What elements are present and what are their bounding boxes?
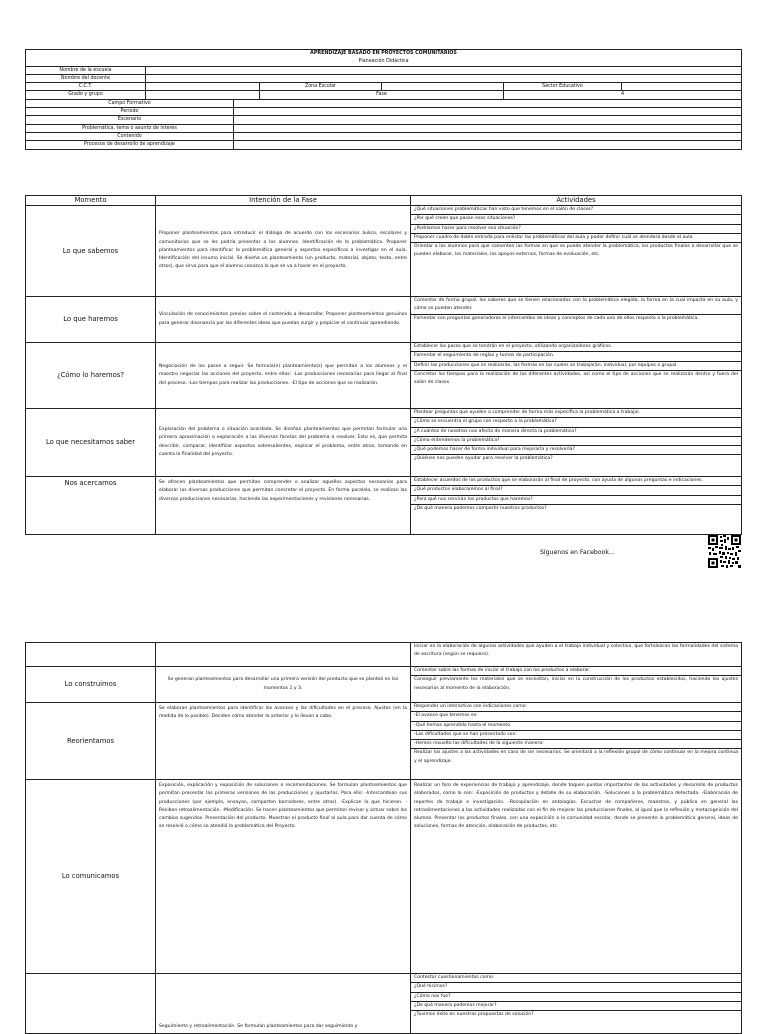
actividades-cell bbox=[411, 667, 742, 703]
intencion-cell: Negociación de los pasos a seguir. Se formula(n) planteamiento(s) que permitan a los alumnos y el maestro negociar las acciones del proyecto, entre ellas: -Las producciones necesarias para llegar al final del proceso. -Los tiempos para realizar las producciones. -El tipo de acciones que se realizarán. bbox=[156, 343, 411, 409]
table-row bbox=[26, 206, 742, 297]
label-zona: Zona Escolar bbox=[260, 83, 382, 91]
table-row bbox=[26, 343, 742, 409]
actividad-item: ¿Para qué nos servirán los productos que haremos? bbox=[411, 496, 741, 505]
label-escenario: Escenario bbox=[26, 116, 234, 124]
actividades-cell bbox=[411, 343, 742, 409]
row-docente bbox=[26, 74, 742, 82]
actividad-item: ¿Por qué creen que pasan esas situaciones? bbox=[411, 215, 741, 224]
intencion-cell: Se elaboran planteamientos para identificar los avances y las dificultades en el proceso. Ajustes (en la medida de lo posible). Deciden cómo atender lo anterior y lo llevan a cabo. bbox=[156, 703, 411, 780]
table-row bbox=[26, 703, 742, 780]
intencion-cell: Exposición, explicación y exposición de soluciones o recomendaciones. Se formulan planteamientos que permitan presentar las primeras versiones de las producciones y ajustarlas. Para ello: -Intercambian sus producciones (por ejemplo, ensayan, comparten borradores, entre otros). -Explican lo que hicieron. -Reciben retroalimentación. -Modificación. Se hacen planteamientos que permitan revisar y actuar sobre los cambios sugeridos. Presentación del producto. Muestran el producto final al aula para dar cuenta de cómo se resolvió o cómo se atendió la problemática del Proyecto. bbox=[156, 780, 411, 974]
actividad-item: -Hemos resuelto las dificultades de la siguiente manera: bbox=[411, 740, 741, 749]
actividades-cell bbox=[411, 409, 742, 477]
row-campo bbox=[26, 99, 742, 107]
actividades-cell: Realizar un foro de experiencias de trabajo y aprendizaje, donde toquen puntos importantes de las actividades y desarrollo de productos elaborados, como lo son: -Exposición de productos y detalle de su elaboración. -Soluciones a la problemática detectada. -Elaboración de reportes de trabajo e investigación. -Recopilación en antologías. Escuchar de compañeros, maestros, y público en general las retroalimentaciones a las actividades realizadas con el fin de mejorar las producciones finales, al igual que la reflexión y metacognición del alumno. Presentar los productos finales, con una exposición a la comunidad escolar, donde se presente la problemática general, ideas de soluciones, formas de atención, elaboración de productos, etc. bbox=[411, 780, 742, 974]
actividad-item: Plantear preguntas que ayuden a comprender de forma más específica la problemática a trabajar. bbox=[411, 409, 741, 418]
actividad-item: Establecer los pasos que se tendrán en el proyecto, utilizando organizadores gráficos. bbox=[411, 343, 741, 352]
row-contenido bbox=[26, 132, 742, 140]
actividad-item: ¿Qué podemos hacer de forma individual para mejorarla y resolverla? bbox=[411, 446, 741, 455]
actividad-item: Responder un interactivo con indicaciones como: bbox=[411, 703, 741, 712]
actividad-item: ¿Tuvimos éxito en nuestras propuestas de solución? bbox=[414, 1012, 534, 1018]
header-table bbox=[25, 49, 742, 150]
actividades-cell bbox=[411, 206, 742, 297]
actividad-item: Fomentar con preguntas generadoras el intercambio de ideas y conceptos de cada uno de ellos respecto a la problemática. bbox=[414, 315, 699, 321]
intencion-cell bbox=[156, 643, 411, 667]
actividad-item: Fomentar el seguimiento de reglas y turnos de participación. bbox=[411, 352, 741, 361]
intencion-cell: Se generan planteamientos para desarrollar una primera versión del producto que se planteó en los momentos 1 y 3. bbox=[156, 667, 411, 703]
intencion-cell: Seguimiento y retroalimentación. Se formulan planteamientos para dar seguimiento y bbox=[156, 974, 411, 1034]
col-momento: Momento bbox=[26, 196, 156, 206]
momento-cell: Lo que necesitamos saber bbox=[26, 409, 156, 477]
actividad-item: ¿Qué situaciones problemáticas han visto que tenemos en el salón de clases? bbox=[411, 206, 741, 215]
row-grado bbox=[26, 91, 742, 99]
field-zona[interactable] bbox=[382, 83, 504, 91]
table-header-row bbox=[26, 196, 742, 206]
label-contenido: Contenido bbox=[26, 132, 234, 140]
actividad-item: Contestar cuestionamientos como: bbox=[411, 974, 741, 983]
row-cct bbox=[26, 83, 742, 91]
actividad-item: Conseguir previamente los materiales que se necesitan, iniciar en la construcción de los productos establecidos, haciendo los ajustes necesarios al momento de la elaboración. bbox=[414, 677, 738, 691]
actividad-item: Proponer cuadro de doble entrada para enlistar las problemáticas del aula y poder definir cuál se atenderá desde el aula. bbox=[411, 234, 741, 243]
momento-cell: ¿Cómo lo haremos? bbox=[26, 343, 156, 409]
actividad-item: Comentar sobre las formas de iniciar el trabajo con los productos a elaborar. bbox=[411, 667, 741, 676]
actividad-item: Establecer acuerdos de los productos que se elaborarán al final de proyecto, con ayuda de algunas preguntas e indicaciones. bbox=[411, 477, 741, 486]
actividad-item: ¿A cuántos de nosotros nos afecta de manera directa la problemática? bbox=[411, 428, 741, 437]
table-row bbox=[26, 643, 742, 667]
intencion-cell: Vinculación de conocimientos previos sobre el contenido a desarrollar. Proponer planteamientos genuinos para generar disonancia por las diferentes ideas que puedan surgir y propiciar el continuar aprendiendo. bbox=[156, 297, 411, 343]
actividad-item: ¿De qué manera podemos mejorar? bbox=[411, 1002, 741, 1011]
label-docente: Nombre del docente bbox=[26, 74, 146, 82]
phase-table-1 bbox=[25, 195, 742, 535]
actividad-item: Comentar de forma grupal, los saberes que se tienen relacionados con la problemática elegida, la forma en la cual impacta en su aula, y cómo se pueden atender. bbox=[411, 297, 741, 315]
row-problematica bbox=[26, 124, 742, 132]
document-subtitle: Planeación Didáctica bbox=[26, 58, 742, 66]
actividad-item: -Las dificultades que se han presentado son: bbox=[411, 731, 741, 740]
field-fase[interactable]: 4 bbox=[504, 91, 742, 99]
label-problematica: Problemática, tema o asunto de interés bbox=[26, 124, 234, 132]
field-sector[interactable] bbox=[622, 83, 742, 91]
momento-cell bbox=[26, 643, 156, 667]
actividad-item: -El avance que tenemos es: bbox=[411, 712, 741, 721]
field-campo[interactable] bbox=[234, 99, 742, 107]
actividad-item: Definir las producciones que se realizarán, las formas en las cuales se trabajarán, individual, por equipos o grupal. bbox=[411, 362, 741, 371]
actividades-cell bbox=[411, 297, 742, 343]
actividad-item: Orientar a los alumnos para que comenten las formas en que se puede atender la problemática, los productos finales a desarrollar que se pueden elaborar, los materiales, los apoyos externos, formas de evaluación, etc. bbox=[414, 244, 738, 258]
field-periodo[interactable] bbox=[234, 108, 742, 116]
field-problematica[interactable] bbox=[234, 124, 742, 132]
actividades-cell bbox=[411, 974, 742, 1034]
momento-cell bbox=[26, 974, 156, 1034]
facebook-link[interactable]: Síguenos en Facebook... bbox=[540, 549, 615, 556]
actividades-cell bbox=[411, 477, 742, 535]
actividad-item: ¿Cómo se encuentra el grupo con respecto a la problemática? bbox=[411, 418, 741, 427]
row-procesos bbox=[26, 141, 742, 149]
field-grado[interactable] bbox=[146, 91, 260, 99]
field-cct[interactable] bbox=[146, 83, 260, 91]
actividad-item: ¿Cómo entendemos la problemática? bbox=[411, 437, 741, 446]
momento-cell: Nos acercamos bbox=[26, 477, 156, 535]
field-procesos[interactable] bbox=[234, 141, 742, 149]
label-sector: Sector Educativo bbox=[504, 83, 622, 91]
actividades-cell bbox=[411, 703, 742, 780]
momento-cell: Lo comunicamos bbox=[26, 780, 156, 974]
actividad-item: Concretar los tiempos para la realización de las diferentes actividades, así como el tipo de acciones que se realizarán dentro y fuera del salón de clases. bbox=[414, 371, 738, 386]
label-cct: C.C.T. bbox=[26, 83, 146, 91]
table-row bbox=[26, 667, 742, 703]
actividades-cell bbox=[411, 643, 742, 667]
row-escuela bbox=[26, 66, 742, 74]
momento-cell: Reorientamos bbox=[26, 703, 156, 780]
momento-cell: Lo que haremos bbox=[26, 297, 156, 343]
label-procesos: Procesos de desarrollo de aprendizaje bbox=[26, 141, 234, 149]
actividad-item: ¿Cómo nos fue? bbox=[411, 993, 741, 1002]
col-intencion: Intención de la Fase bbox=[156, 196, 411, 206]
label-fase: Fase bbox=[260, 91, 504, 99]
table-row bbox=[26, 409, 742, 477]
row-periodo bbox=[26, 108, 742, 116]
table-row bbox=[26, 974, 742, 1034]
qr-code-icon bbox=[708, 535, 741, 568]
field-contenido[interactable] bbox=[234, 132, 742, 140]
col-actividades: Actividades bbox=[411, 196, 742, 206]
actividad-item: ¿Qué productos elaboraremos al final? bbox=[411, 486, 741, 495]
actividad-item: ¿De qué manera podemos compartir nuestros productos? bbox=[414, 505, 547, 511]
actividad-item: -Qué hemos aprendido hasta el momento. bbox=[411, 722, 741, 731]
actividad-item: Realizar los ajustes a las actividades en caso de ser necesarios. Se orientará a la reflexión grupal de cómo continuar en la mejora continua y el aprendizaje. bbox=[414, 750, 738, 764]
field-docente[interactable] bbox=[146, 74, 742, 82]
field-escenario[interactable] bbox=[234, 116, 742, 124]
label-escuela: Nombre de la escuela bbox=[26, 66, 146, 74]
intencion-cell: Proponer planteamientos para introducir el diálogo de acuerdo con los escenarios áulico, escolares y comunitarios que se les podría presentar a los alumnos. Identificación de la problemática. Proponer planteamientos para identificar la problemática general y aspectos específicos a investigar en el aula. Identificación del insumo inicial. Se diseña un planteamiento (un producto, material, objeto, texto, entre otros), que sirva para que el alumno conozca lo que se va a hacer en el proyecto. bbox=[156, 206, 411, 297]
actividad-item: ¿Qué hicimos? bbox=[411, 983, 741, 992]
intencion-cell: Exploración del problema o situación acordada. Se diseñan planteamientos que permitan formular una primera aproximación o exploración a las diversas facetas del problema a resolver. Esto es, que permita describir, comparar, identificar aspectos sobresalientes, explicar el problema, entre otros, tomando en cuenta la finalidad del proyecto. bbox=[156, 409, 411, 477]
phase-table-2 bbox=[25, 642, 742, 1034]
document-title: APRENDIZAJE BASADO EN PROYECTOS COMUNITARIOS bbox=[26, 50, 742, 58]
label-campo: Campo Formativo bbox=[26, 99, 234, 107]
actividad-item: Iniciar en la elaboración de algunas actividades que ayuden a el trabajo individual y colectivo, que fortalezcan las formalidades del sistema de escritura (según se requiera). bbox=[414, 644, 738, 658]
table-row bbox=[26, 780, 742, 974]
label-grado: Grado y grupo bbox=[26, 91, 146, 99]
row-escenario bbox=[26, 116, 742, 124]
table-row bbox=[26, 477, 742, 535]
actividad-item: ¿Quiénes nos pueden ayudar para resolver la problemática? bbox=[414, 456, 553, 462]
actividad-item: ¿Podríamos hacer para resolver esa situación? bbox=[411, 225, 741, 234]
intencion-cell: Se ofrecen planteamientos que permitan comprender o analizar aquellos aspectos necesarios para elaborar las diversas producciones que permitan concretar el proyecto. En forma paralela, se realizan las diversas producciones necesarias, haciendo las experimentaciones y revisiones necesarias. bbox=[156, 477, 411, 535]
momento-cell: Lo que sabemos bbox=[26, 206, 156, 297]
label-periodo: Periodo bbox=[26, 108, 234, 116]
momento-cell: Lo construimos bbox=[26, 667, 156, 703]
table-row bbox=[26, 297, 742, 343]
field-escuela[interactable] bbox=[146, 66, 742, 74]
